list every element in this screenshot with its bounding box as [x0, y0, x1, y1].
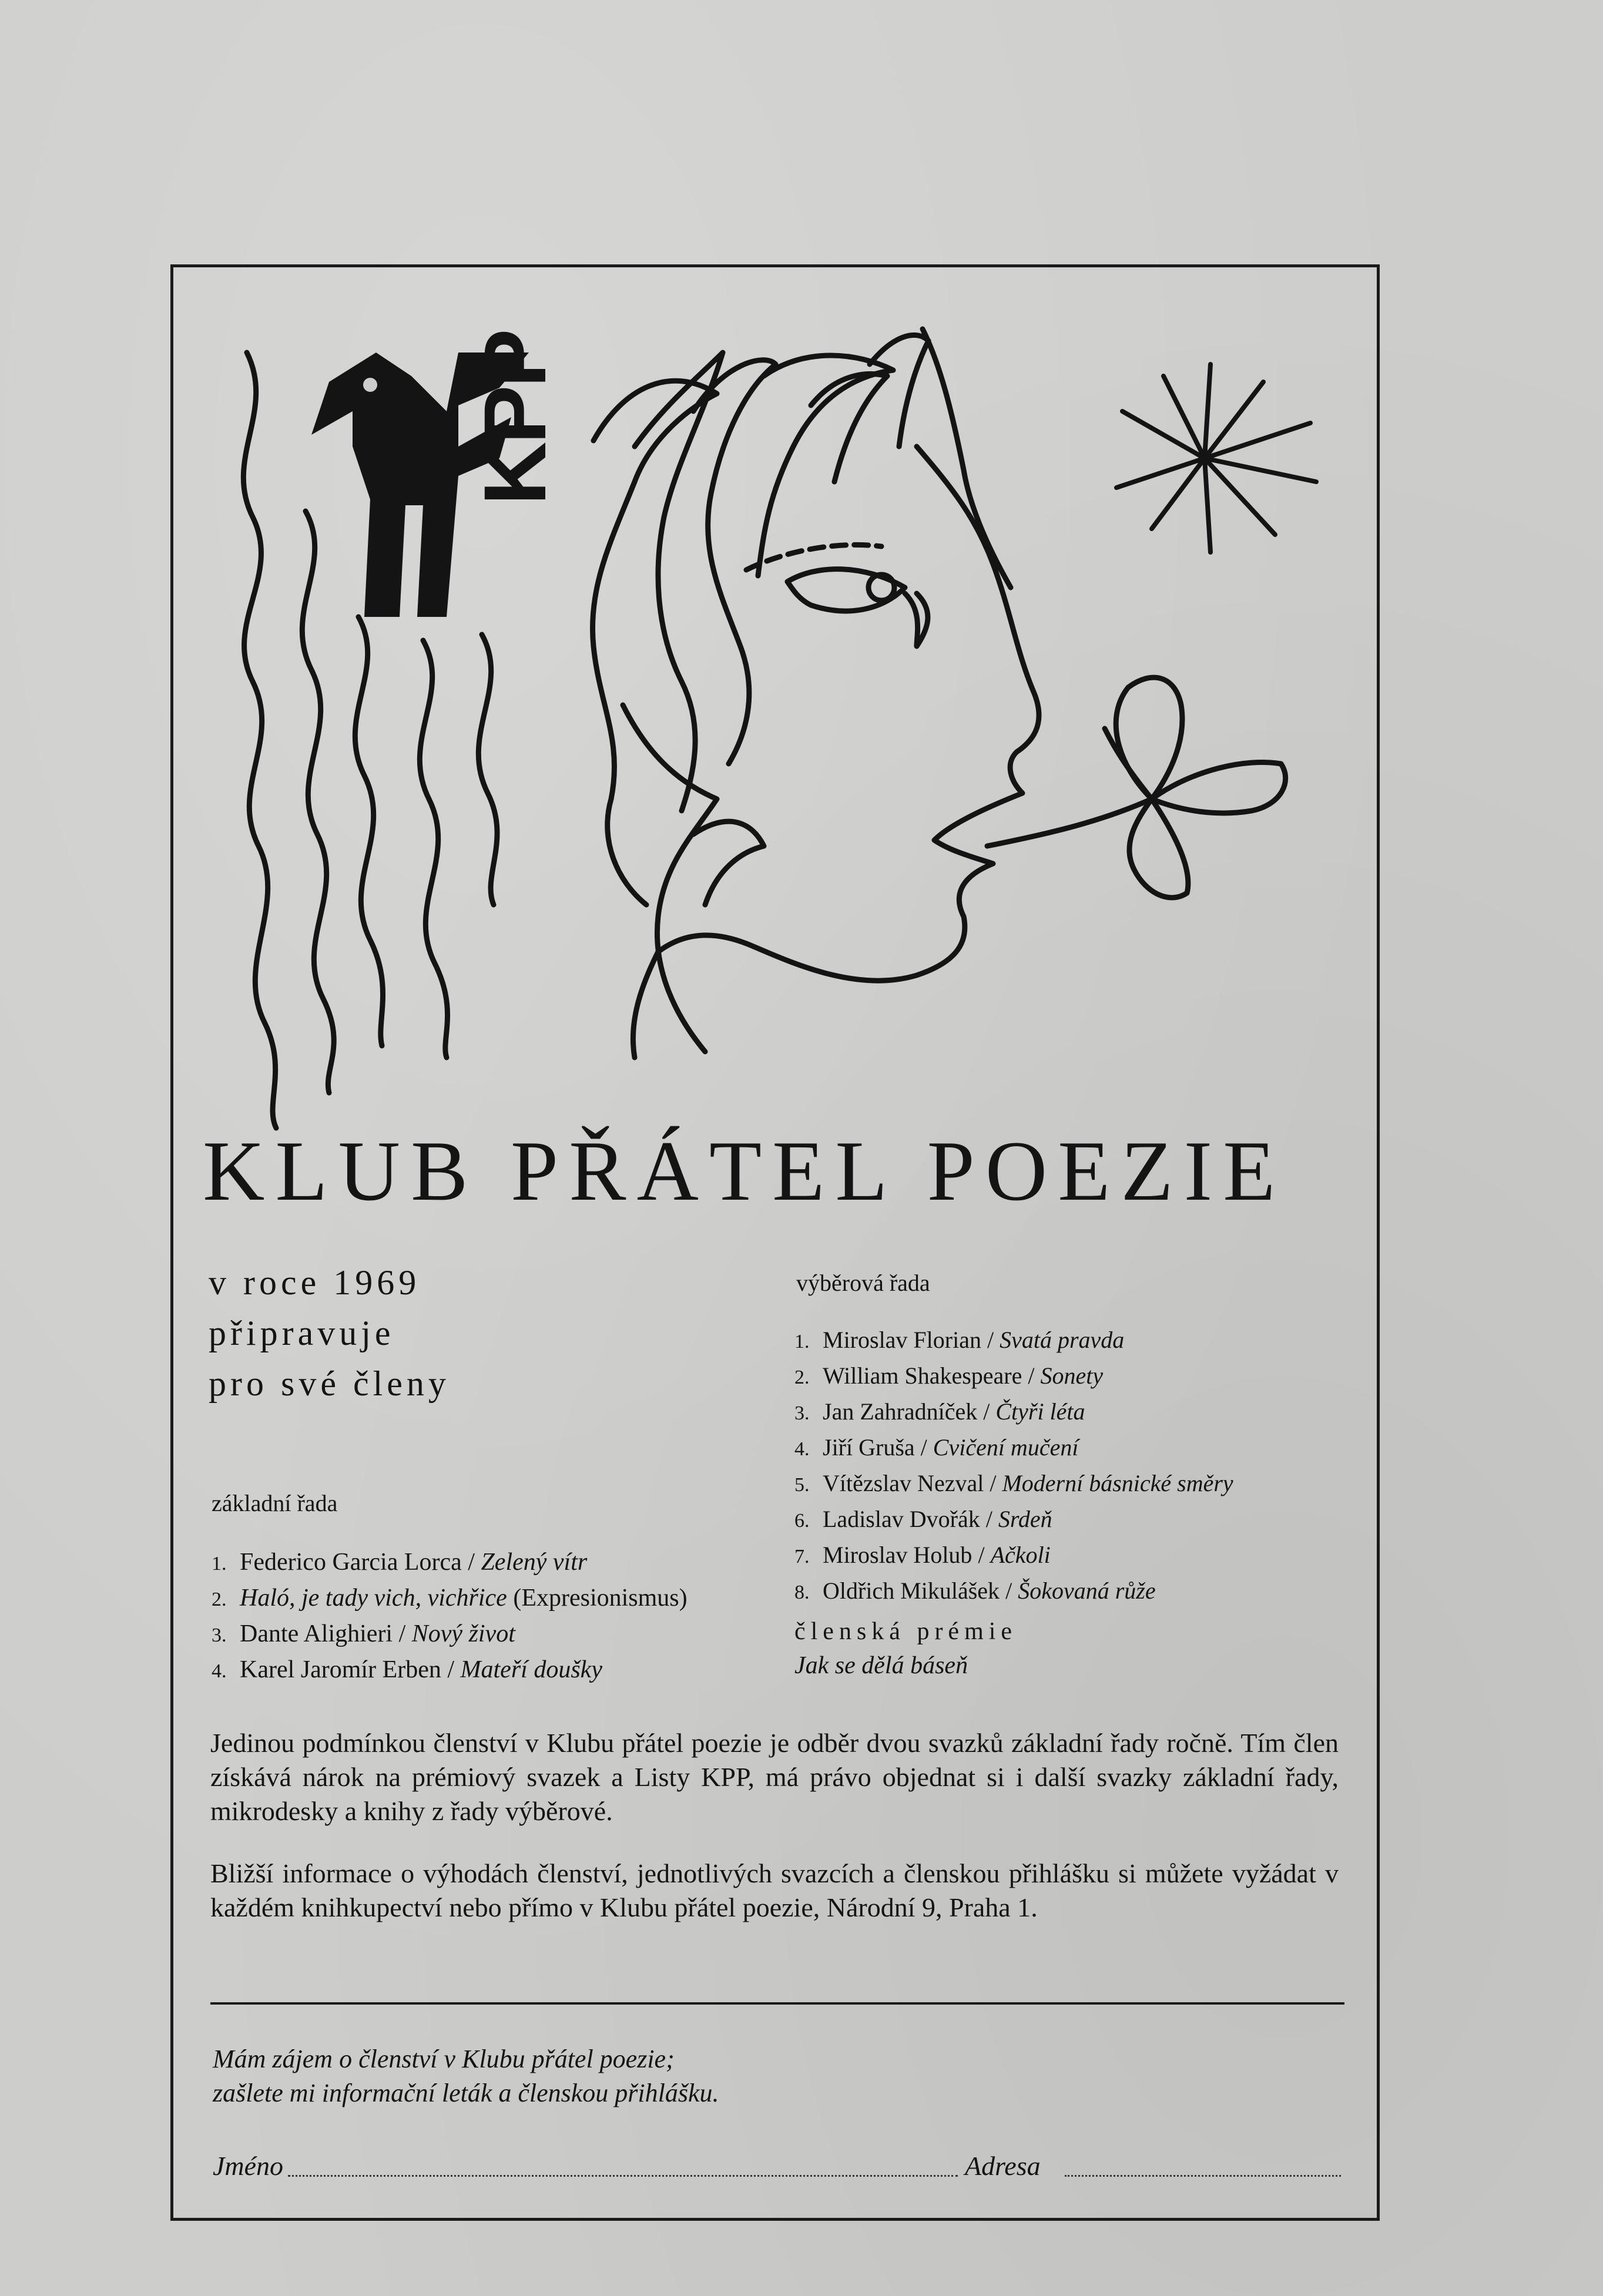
- premium-block: [794, 1614, 1017, 1683]
- item-number: 1.: [794, 1331, 810, 1352]
- item-author: Dante Alighieri: [240, 1620, 393, 1647]
- neck-line: [633, 952, 658, 1058]
- item-author: Jan Zahradníček: [823, 1398, 978, 1425]
- item-work: Ačkoli: [990, 1542, 1051, 1568]
- selection-series-label: výběrová řada: [796, 1270, 930, 1296]
- item-note: (Expresionismus): [513, 1585, 688, 1612]
- item-author: Miroslav Holub: [823, 1542, 972, 1568]
- kpp-logo-letters: KPP: [465, 331, 564, 505]
- selection-item: 3. Jan Zahradníček / Čtyři léta: [794, 1395, 1233, 1431]
- basic-series-list: [212, 1545, 688, 1689]
- item-work: Svatá pravda: [1000, 1327, 1125, 1353]
- wave-line-2: [302, 511, 334, 1093]
- coupon-line-2: zašlete mi informační leták a členskou přihlášku.: [213, 2079, 719, 2107]
- item-author: Oldřich Mikulášek: [823, 1577, 1000, 1604]
- hair-stroke-5: [811, 374, 887, 482]
- item-number: 2.: [212, 1589, 227, 1610]
- divider-rule: [210, 2002, 1344, 2005]
- item-number: 3.: [212, 1624, 227, 1646]
- item-number: 1.: [212, 1553, 227, 1575]
- item-work: Nový život: [411, 1620, 515, 1647]
- petal-bottom: [1129, 799, 1188, 898]
- item-number: 6.: [794, 1510, 810, 1532]
- selection-series-list: [794, 1323, 1233, 1610]
- info-paragraph: Bližší informace o výhodách členství, jednotlivých svazcích a členskou přihlášku si můžete vyžádat v každém knihkupectví nebo přímo v Klubu přátel poezie, Národní 9, Praha 1.: [210, 1858, 1339, 1922]
- page-title: KLUB PŘÁTEL POEZIE: [203, 1123, 1286, 1219]
- coupon-fields: [213, 2150, 1341, 2186]
- premium-label: členská prémie: [794, 1618, 1018, 1645]
- item-work: Mateří doušky: [460, 1656, 602, 1683]
- wave-line-5: [478, 635, 497, 905]
- petal-top: [1116, 677, 1182, 799]
- item-number: 4.: [794, 1438, 810, 1460]
- hair-stroke-7: [923, 329, 1011, 588]
- intro-line-1: v roce 1969: [209, 1263, 421, 1302]
- item-author: William Shakespeare: [823, 1362, 1022, 1389]
- item-number: 4.: [212, 1660, 227, 1682]
- item-author: Karel Jaromír Erben: [240, 1656, 441, 1683]
- selection-item: 2. William Shakespeare / Sonety: [794, 1359, 1233, 1395]
- basic-item: 3. Dante Alighieri / Nový život: [212, 1617, 688, 1653]
- item-work: Zelený vítr: [481, 1549, 588, 1576]
- basic-item: [212, 1581, 688, 1617]
- coupon-line-1: Mám zájem o členství v Klubu přátel poezie;: [213, 2045, 675, 2073]
- item-number: 8.: [794, 1582, 810, 1603]
- wave-line-3: [355, 617, 383, 1046]
- item-work: Cvičení mučení: [933, 1434, 1079, 1461]
- address-label: Adresa: [965, 2151, 1041, 2181]
- item-author: Ladislav Dvořák: [823, 1506, 980, 1532]
- item-number: 5.: [794, 1474, 810, 1496]
- star-icon: [1116, 364, 1316, 552]
- item-number: 7.: [794, 1546, 810, 1567]
- item-author: Miroslav Florian: [823, 1327, 981, 1353]
- premium-title: Jak se dělá báseň: [794, 1652, 968, 1679]
- item-work: Čtyři léta: [995, 1398, 1085, 1425]
- selection-item: 7. Miroslav Holub / Ačkoli: [794, 1538, 1233, 1574]
- item-author: Vítězslav Nezval: [823, 1470, 984, 1496]
- petal-left: [1105, 729, 1152, 799]
- intro-line-2: připravuje: [209, 1314, 395, 1352]
- address-field-line[interactable]: [1065, 2175, 1341, 2177]
- item-work: Srdeň: [998, 1506, 1052, 1532]
- hair-stroke-6: [870, 335, 928, 447]
- item-author: Federico Garcia Lorca: [240, 1549, 462, 1576]
- intro-line-3: pro své členy: [209, 1364, 450, 1403]
- membership-paragraph: Jedinou podmínkou členství v Klubu přátel poezie je odběr dvou svazků základní řady ročně. Tím člen získává nárok na prémiový svazek a Listy KPP, má právo objednat si i další svazky základní řady, mikrodesky a knihy z řady výběrové.: [210, 1728, 1339, 1826]
- coupon-text: [213, 2042, 719, 2110]
- basic-item: 1. Federico Garcia Lorca / Zelený vítr: [212, 1545, 688, 1581]
- intro-block: [209, 1257, 450, 1409]
- item-number: 3.: [794, 1402, 810, 1424]
- name-label: Jméno: [213, 2151, 284, 2181]
- eyebrow: [746, 545, 881, 570]
- wave-line-1: [243, 353, 276, 1128]
- name-field-line[interactable]: [288, 2175, 958, 2177]
- selection-item: 1. Miroslav Florian / Svatá pravda: [794, 1323, 1233, 1359]
- hair-stroke-3: [693, 360, 776, 764]
- selection-item: 5. Vítězslav Nezval / Moderní básnické směry: [794, 1466, 1233, 1502]
- item-work: Haló, je tady vich, vichřice: [240, 1585, 507, 1612]
- basic-series-label: základní řada: [212, 1490, 338, 1516]
- basic-item: 4. Karel Jaromír Erben / Mateří doušky: [212, 1653, 688, 1689]
- flower-stem: [987, 799, 1152, 846]
- selection-item: 6. Ladislav Dvořák / Srdeň: [794, 1502, 1233, 1538]
- item-number: 2.: [794, 1367, 810, 1388]
- selection-item: 4. Jiří Gruša / Cvičení mučení: [794, 1431, 1233, 1466]
- hair-stroke-9: [693, 821, 764, 905]
- selection-item: 8. Oldřich Mikulášek / Šokovaná růže: [794, 1574, 1233, 1610]
- wave-line-4: [420, 640, 447, 1058]
- item-work: Moderní básnické směry: [1002, 1470, 1233, 1496]
- item-work: Sonety: [1040, 1362, 1104, 1389]
- item-work: Šokovaná růže: [1018, 1577, 1156, 1604]
- tear: [905, 593, 928, 646]
- item-author: Jiří Gruša: [823, 1434, 915, 1461]
